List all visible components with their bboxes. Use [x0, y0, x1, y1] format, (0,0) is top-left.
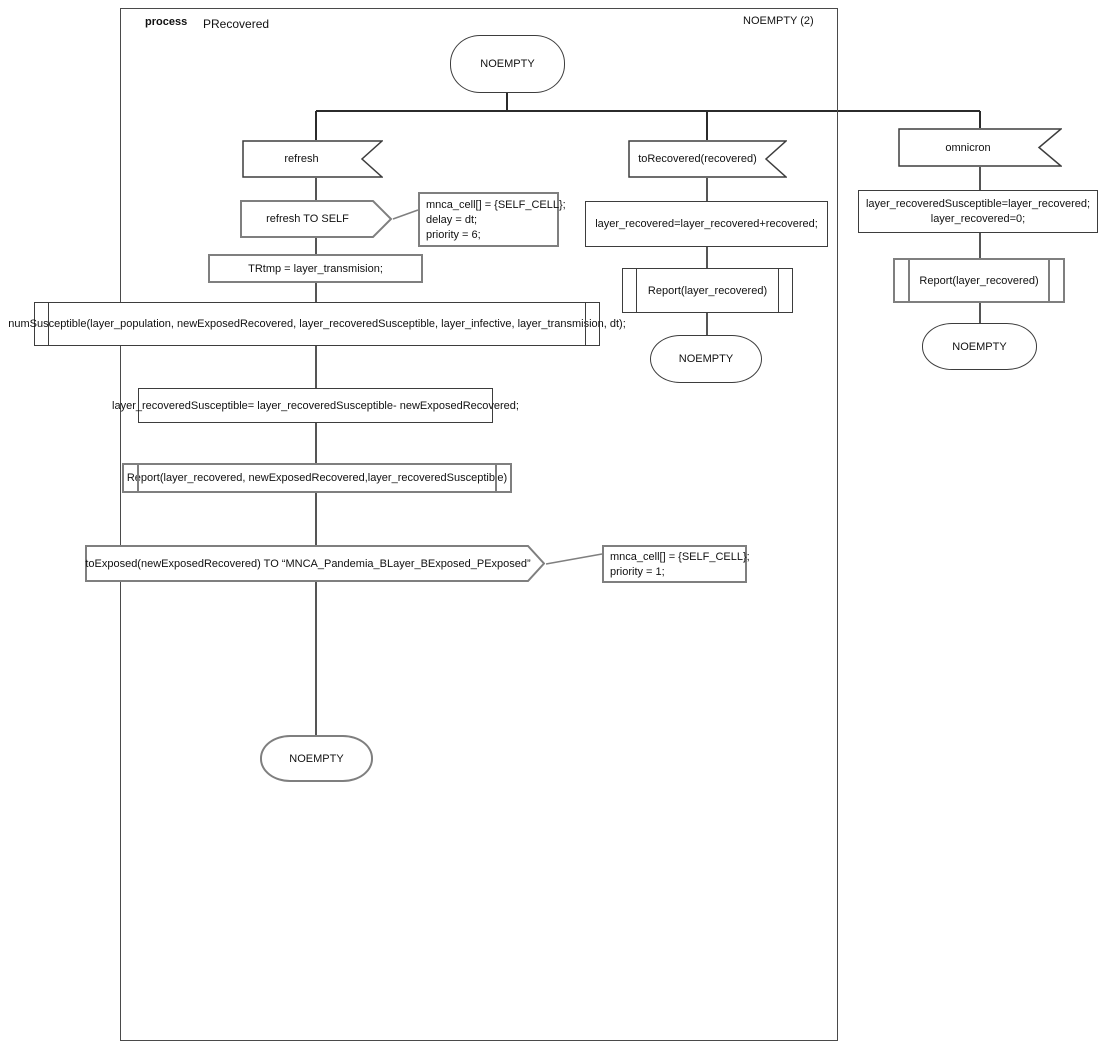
state-label: NOEMPTY [952, 340, 1007, 353]
task-recovered-sum[interactable] [585, 201, 828, 247]
state-label: NOEMPTY [289, 752, 344, 765]
procedure-right-bar [778, 269, 779, 312]
task-omnicron-line2: layer_recovered=0; [930, 212, 1026, 225]
input-signal-torecovered[interactable] [628, 140, 787, 178]
output-signal-refresh-label: refresh TO SELF [266, 213, 349, 225]
task-recovered-sum-label: layer_recovered=layer_recovered+recovered; [595, 218, 818, 230]
procedure-report-full[interactable] [122, 463, 512, 493]
comment-line: priority = 6; [426, 229, 481, 241]
procedure-numsusceptible-label: numSusceptible(layer_population, newExposedRecovered, layer_recoveredSusceptible, layer_infective, layer_transmision, dt); [8, 318, 626, 330]
procedure-report-recovered-label: Report(layer_recovered) [647, 284, 768, 297]
comment-line: mnca_cell[] = {SELF_CELL}; [610, 551, 750, 563]
procedure-left-bar [137, 465, 139, 491]
procedure-report-full-label: Report(layer_recovered, newExposedRecovered,layer_recoveredSusceptible) [126, 472, 508, 484]
state-omnicron-end-noempty[interactable] [922, 323, 1037, 370]
procedure-left-bar [636, 269, 637, 312]
procedure-left-bar [48, 303, 49, 345]
procedure-left-bar [908, 260, 910, 301]
procedure-report-omnicron[interactable] [893, 258, 1065, 303]
state-label: NOEMPTY [678, 353, 734, 365]
procedure-report-recovered[interactable] [622, 268, 793, 313]
output-signal-toexposed-label: toExposed(newExposedRecovered) TO “MNCA_Pandemia_BLayer_BExposed_PExposed” [85, 557, 531, 570]
output-signal-toexposed[interactable] [85, 545, 545, 582]
procedure-right-bar [495, 465, 497, 491]
task-trtmp-label: TRtmp = layer_transmision; [248, 262, 383, 275]
input-signal-refresh[interactable] [242, 140, 383, 178]
comment-line: priority = 1; [610, 566, 665, 578]
task-omnicron-line1: layer_recoveredSusceptible=layer_recovered; [865, 197, 1091, 210]
procedure-right-bar [585, 303, 586, 345]
process-name: PRecovered [203, 17, 270, 31]
input-signal-omnicron-label: omnicron [945, 141, 991, 154]
procedure-numsusceptible[interactable] [8, 302, 626, 346]
input-signal-refresh-label: refresh [284, 153, 319, 165]
task-trtmp[interactable] [208, 254, 423, 283]
state-start-noempty[interactable] [450, 35, 565, 93]
task-recovered-susceptible-label: layer_recoveredSusceptible= layer_recoveredSusceptible- newExposedRecovered; [112, 399, 519, 412]
page-state-reference: NOEMPTY (2) [743, 15, 814, 27]
procedure-report-omnicron-label: Report(layer_recovered) [919, 274, 1039, 287]
comment-toexposed-params[interactable] [602, 545, 750, 583]
state-refresh-end-noempty[interactable] [260, 735, 373, 782]
comment-refresh-params[interactable] [418, 192, 566, 247]
task-omnicron-reset[interactable] [858, 190, 1098, 233]
process-kind-label: process [145, 16, 188, 28]
input-signal-omnicron[interactable] [898, 128, 1062, 167]
procedure-right-bar [1048, 260, 1050, 301]
state-start-label: NOEMPTY [480, 58, 535, 70]
comment-line: delay = dt; [426, 214, 478, 226]
state-torecovered-end-noempty[interactable] [650, 335, 762, 383]
comment-line: mnca_cell[] = {SELF_CELL}; [426, 199, 566, 211]
input-signal-torecovered-label: toRecovered(recovered) [638, 153, 757, 165]
output-signal-refresh-to-self[interactable] [240, 200, 393, 238]
task-recovered-susceptible[interactable] [112, 388, 519, 423]
